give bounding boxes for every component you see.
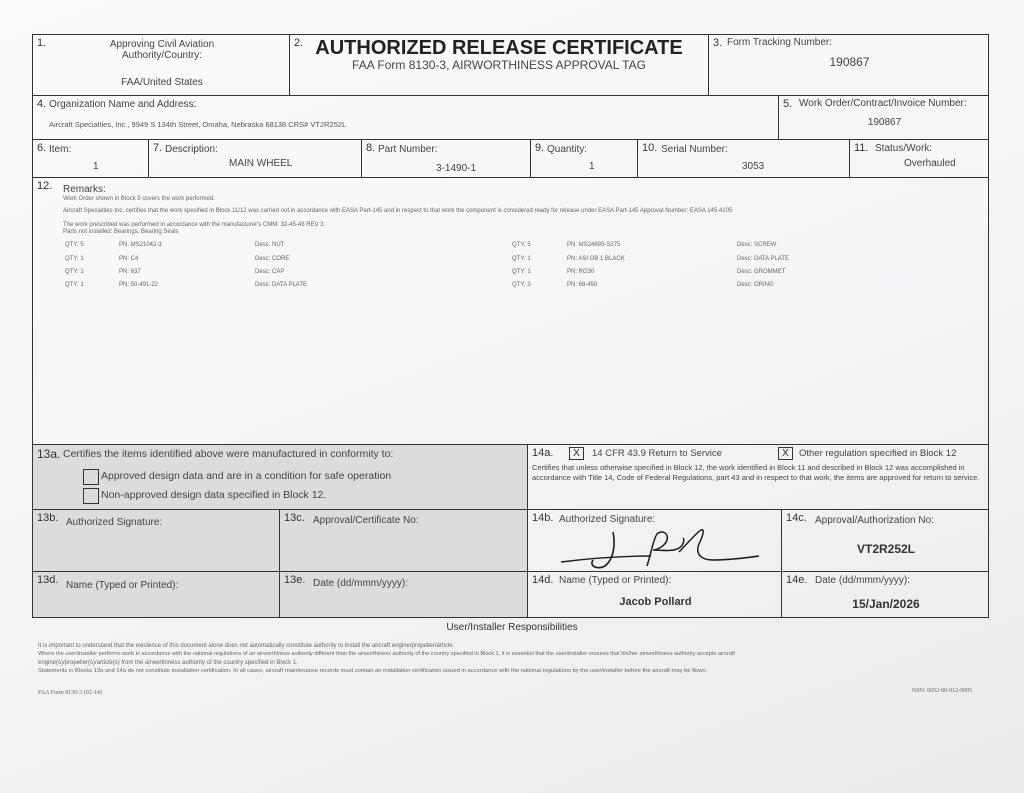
- item-value: 1: [93, 161, 99, 172]
- block-13a-label: Certifies the items identified above were manufactured in conformity to:: [63, 448, 394, 460]
- non-approved-design-label: Non-approved design data specified in Block 12.: [101, 489, 327, 501]
- form-8130-3: [32, 34, 989, 618]
- block-number: 14a.: [532, 447, 554, 459]
- part-desc: Desc: CORE: [255, 256, 290, 262]
- part-pn: PN: ASI OB 1 BLACK: [567, 256, 625, 262]
- block-9-label: Quantity:: [547, 144, 588, 155]
- block-4-organization: [32, 95, 779, 140]
- part-desc: Desc: GROMMET: [737, 269, 786, 275]
- block-7-description: [148, 139, 362, 178]
- block-number: 2.: [294, 37, 304, 49]
- block-3-label: Form Tracking Number:: [727, 37, 833, 48]
- part-pn: PN: 50-491-22: [119, 282, 159, 288]
- block-13b-signature: [32, 509, 280, 572]
- block-number: 14b.: [532, 512, 554, 524]
- part-desc: Desc: DATA PLATE: [737, 256, 790, 262]
- block-14b-signature: [527, 509, 782, 572]
- block-6-label: Item:: [49, 144, 72, 155]
- part-pn: PN: MS21042-3: [119, 242, 162, 248]
- part-qty: QTY: 1: [65, 256, 84, 262]
- block-10-label: Serial Number:: [661, 144, 728, 155]
- block-14a-return-to-service: [527, 444, 989, 510]
- tracking-number: 190867: [829, 55, 870, 69]
- block-13b-label: Authorized Signature:: [66, 517, 163, 528]
- block-1-authority: [32, 34, 290, 96]
- block-9-quantity: [530, 139, 638, 178]
- block-number: 14e.: [786, 574, 808, 586]
- block-13a-conformity: [32, 444, 528, 510]
- block-13d-name: [32, 571, 280, 618]
- block-number: 11.: [854, 142, 869, 154]
- quantity-value: 1: [589, 161, 595, 172]
- block-8-label: Part Number:: [378, 144, 438, 155]
- cfr-43-9-checkbox[interactable]: X: [569, 447, 584, 460]
- block-14b-label: Authorized Signature:: [559, 514, 656, 525]
- certification-date: 15/Jan/2026: [852, 597, 920, 611]
- block-13d-label: Name (Typed or Printed):: [66, 580, 179, 591]
- block-number: 12.: [37, 180, 53, 192]
- non-approved-design-checkbox[interactable]: [83, 488, 99, 504]
- block-number: 3.: [713, 37, 723, 49]
- part-qty: QTY: 3: [512, 282, 531, 288]
- other-regulation-checkbox[interactable]: X: [778, 447, 793, 460]
- part-qty: QTY: 5: [65, 242, 84, 248]
- organization-address: Aircraft Specialties, Inc., 9949 S 134th Street, Omaha, Nebraska 68138 CRS# VT2R252L: [49, 120, 347, 129]
- block-number: 10.: [642, 142, 658, 154]
- block-number: 13b.: [37, 512, 59, 524]
- block-8-part-number: [361, 139, 531, 178]
- block-5-label: Work Order/Contract/Invoice Number:: [799, 98, 967, 109]
- block-number: 7.: [153, 142, 163, 154]
- block-number: 1.: [37, 37, 47, 49]
- form-number-footer: FAA Form 8130-3 (02-14): [38, 690, 102, 696]
- block-14a-statement: Certifies that unless otherwise specified in Block 12, the work identified in Block 11 and described in Block 12 was accomplished in accordance with Title 14, Code of Federal Regulations, part 43 and in respect to that work, the items are approved for return to service.: [532, 463, 980, 482]
- other-regulation-label: Other regulation specified in Block 12: [799, 448, 957, 459]
- block-number: 13c.: [284, 512, 305, 524]
- remarks-line: Work Order shown in Block 5 covers the work performed.: [63, 196, 215, 202]
- nsn-footer: NSN: 0052-00-012-9005: [912, 688, 973, 694]
- part-desc: Desc: NUT: [255, 242, 285, 248]
- block-13c-label: Approval/Certificate No:: [313, 515, 419, 526]
- responsibilities-line: It is important to understand that the existence of this document alone does not automatically constitute authority to install the aircraft engine/propeller/article.: [38, 643, 455, 649]
- block-number: 13d.: [37, 574, 59, 586]
- part-pn: PN: 68-450: [567, 282, 598, 288]
- approved-design-label: Approved design data and are in a condition for safe operation: [101, 470, 392, 482]
- work-order-number: 190867: [867, 117, 902, 128]
- part-pn: PN: MS24693-S275: [567, 242, 621, 248]
- part-number-value: 3-1490-1: [436, 163, 477, 174]
- responsibilities-line: Where the user/installer performs work in accordance with the national regulations of an airworthiness authority different than the airworthiness authority of the country specified in Block 1, it is essential that the user/installer ensures that his/her airworthiness authority accepts aircraft: [38, 651, 735, 657]
- block-number: 13e.: [284, 574, 306, 586]
- block-number: 6.: [37, 142, 47, 154]
- block-13e-date: [279, 571, 528, 618]
- block-3-tracking: [708, 34, 989, 96]
- part-pn: PN: 637: [119, 269, 141, 275]
- signature-image: [553, 526, 773, 572]
- block-number: 5.: [783, 98, 793, 110]
- cfr-43-9-label: 14 CFR 43.9 Return to Service: [592, 448, 722, 459]
- part-qty: QTY: 1: [512, 269, 531, 275]
- part-desc: Desc: ORING: [737, 282, 774, 288]
- block-number: 14c.: [786, 512, 807, 524]
- block-14e-label: Date (dd/mmm/yyyy):: [815, 575, 911, 586]
- block-12-remarks: [32, 177, 989, 445]
- remarks-line: The work prescribed was performed in accordance with the manufacturer's CMM: 32-45-43 REV 3: [63, 222, 324, 228]
- block-14c-label: Approval/Authorization No:: [815, 515, 934, 526]
- block-1-label: Approving Civil Aviation Authority/Country:: [109, 39, 215, 61]
- block-7-label: Description:: [165, 144, 218, 155]
- block-number: 14d.: [532, 574, 554, 586]
- block-1-value: FAA/United States: [121, 77, 203, 88]
- block-4-label: Organization Name and Address:: [49, 99, 197, 110]
- block-10-serial: [637, 139, 850, 178]
- description-value: MAIN WHEEL: [229, 158, 293, 169]
- part-desc: Desc: SCREW: [737, 242, 777, 248]
- block-12-label: Remarks:: [63, 184, 106, 195]
- block-14d-label: Name (Typed or Printed):: [559, 575, 672, 586]
- status-value: Overhauled: [904, 158, 956, 169]
- part-qty: QTY: 5: [512, 242, 531, 248]
- block-14c-authorization: [781, 509, 989, 572]
- approved-design-checkbox[interactable]: [83, 469, 99, 485]
- block-14e-date: [781, 571, 989, 618]
- form-title: AUTHORIZED RELEASE CERTIFICATE: [315, 37, 683, 59]
- block-6-item: [32, 139, 149, 178]
- part-pn: PN: RG30: [567, 269, 595, 275]
- block-number: 13a.: [37, 447, 61, 461]
- block-number: 4.: [37, 98, 47, 110]
- part-pn: PN: C4: [119, 256, 139, 262]
- part-desc: Desc: DATA PLATE: [255, 282, 308, 288]
- serial-number-value: 3053: [742, 161, 765, 172]
- block-5-work-order: [778, 95, 989, 140]
- block-11-status: [849, 139, 989, 178]
- part-desc: Desc: CAP: [255, 269, 285, 275]
- block-11-label: Status/Work:: [875, 143, 933, 154]
- block-14d-name: [527, 571, 782, 618]
- responsibilities-line: Statements in Blocks 13a and 14a do not constitute installation certification. In all cases, aircraft maintenance records must contain an installation certification issued in accordance with the national regulations by the user/installer before the aircraft may be flown.: [38, 668, 708, 674]
- form-subtitle: FAA Form 8130-3, AIRWORTHINESS APPROVAL TAG: [352, 58, 646, 72]
- part-qty: QTY: 1: [512, 256, 531, 262]
- block-number: 8.: [366, 142, 376, 154]
- responsibilities-title: User/Installer Responsibilities: [446, 622, 578, 633]
- block-13c-certificate: [279, 509, 528, 572]
- part-qty: QTY: 1: [65, 282, 84, 288]
- block-2-title: [289, 34, 709, 96]
- remarks-line: Parts not installed: Bearings, Bearing Seals: [63, 229, 179, 235]
- part-qty: QTY: 1: [65, 269, 84, 275]
- authorization-number: VT2R252L: [856, 542, 916, 556]
- remarks-line: Aircraft Specialties Inc. certifies that the work specified in Block 11/12 was carried out in accordance with EASA Part-145 and in respect to that work the component is considered ready for release under EASA Part-145 Approval Number: EASA 145.4105: [63, 208, 733, 214]
- certifier-name: Jacob Pollard: [619, 596, 692, 608]
- block-13e-label: Date (dd/mmm/yyyy):: [313, 578, 409, 589]
- responsibilities-line: engine(s)/propeller(s)/article(s) from the airworthiness authority of the country specified in Block 1.: [38, 660, 298, 666]
- block-number: 9.: [535, 142, 545, 154]
